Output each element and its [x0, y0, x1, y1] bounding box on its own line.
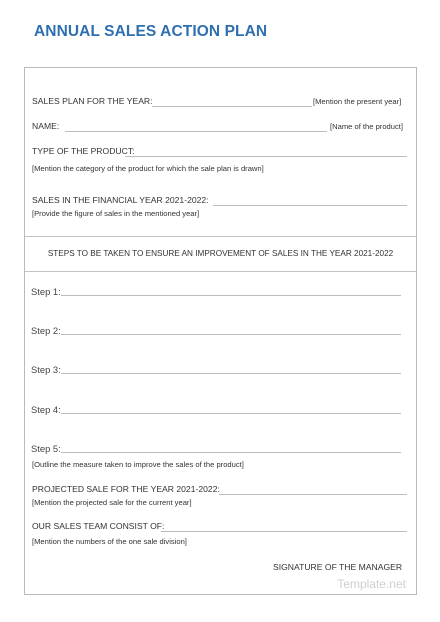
projected-sale-line[interactable] [219, 494, 407, 495]
sales-team-hint: [Mention the numbers of the one sale division] [32, 537, 187, 546]
product-type-label: TYPE OF THE PRODUCT: [32, 146, 135, 156]
product-type-line[interactable] [125, 156, 407, 157]
manager-signature-label: SIGNATURE OF THE MANAGER [273, 562, 403, 572]
step-2-label: Step 2: [31, 325, 61, 336]
form-frame [24, 67, 417, 595]
sales-financial-year-line[interactable] [213, 205, 407, 206]
sales-financial-year-hint: [Provide the figure of sales in the mentioned year] [32, 209, 200, 218]
sales-plan-year-hint: [Mention the present year] [313, 97, 402, 106]
step-5-label: Step 5: [31, 443, 61, 454]
sales-plan-year-line[interactable] [152, 106, 312, 107]
projected-sale-hint: [Mention the projected sale for the current year] [32, 498, 192, 507]
sales-team-label: OUR SALES TEAM CONSIST OF: [32, 521, 165, 531]
sales-financial-year-label: SALES IN THE FINANCIAL YEAR 2021-2022: [32, 195, 209, 205]
step-5-line[interactable] [61, 452, 401, 453]
sales-plan-year-label: SALES PLAN FOR THE YEAR: [32, 96, 153, 106]
projected-sale-label: PROJECTED SALE FOR THE YEAR 2021-2022: [32, 484, 220, 494]
step-2-line[interactable] [61, 334, 401, 335]
section-divider-2 [25, 271, 416, 272]
steps-hint: [Outline the measure taken to improve the sales of the product] [32, 460, 244, 469]
document-title: ANNUAL SALES ACTION PLAN [34, 23, 268, 40]
step-3-label: Step 3: [31, 364, 61, 375]
step-4-line[interactable] [61, 413, 401, 414]
section-divider-1 [25, 236, 416, 237]
steps-heading: STEPS TO BE TAKEN TO ENSURE AN IMPROVEMENT OF SALES IN THE YEAR 2021-2022 [47, 249, 394, 258]
name-line[interactable] [65, 131, 327, 132]
step-1-line[interactable] [61, 295, 401, 296]
watermark: Template.net [337, 577, 406, 591]
name-label: NAME: [32, 121, 60, 131]
step-3-line[interactable] [61, 373, 401, 374]
sales-team-line[interactable] [161, 531, 407, 532]
step-1-label: Step 1: [31, 286, 61, 297]
product-type-hint: [Mention the category of the product for which the sale plan is drawn] [32, 164, 264, 173]
step-4-label: Step 4: [31, 404, 61, 415]
name-hint: [Name of the product] [330, 122, 404, 131]
